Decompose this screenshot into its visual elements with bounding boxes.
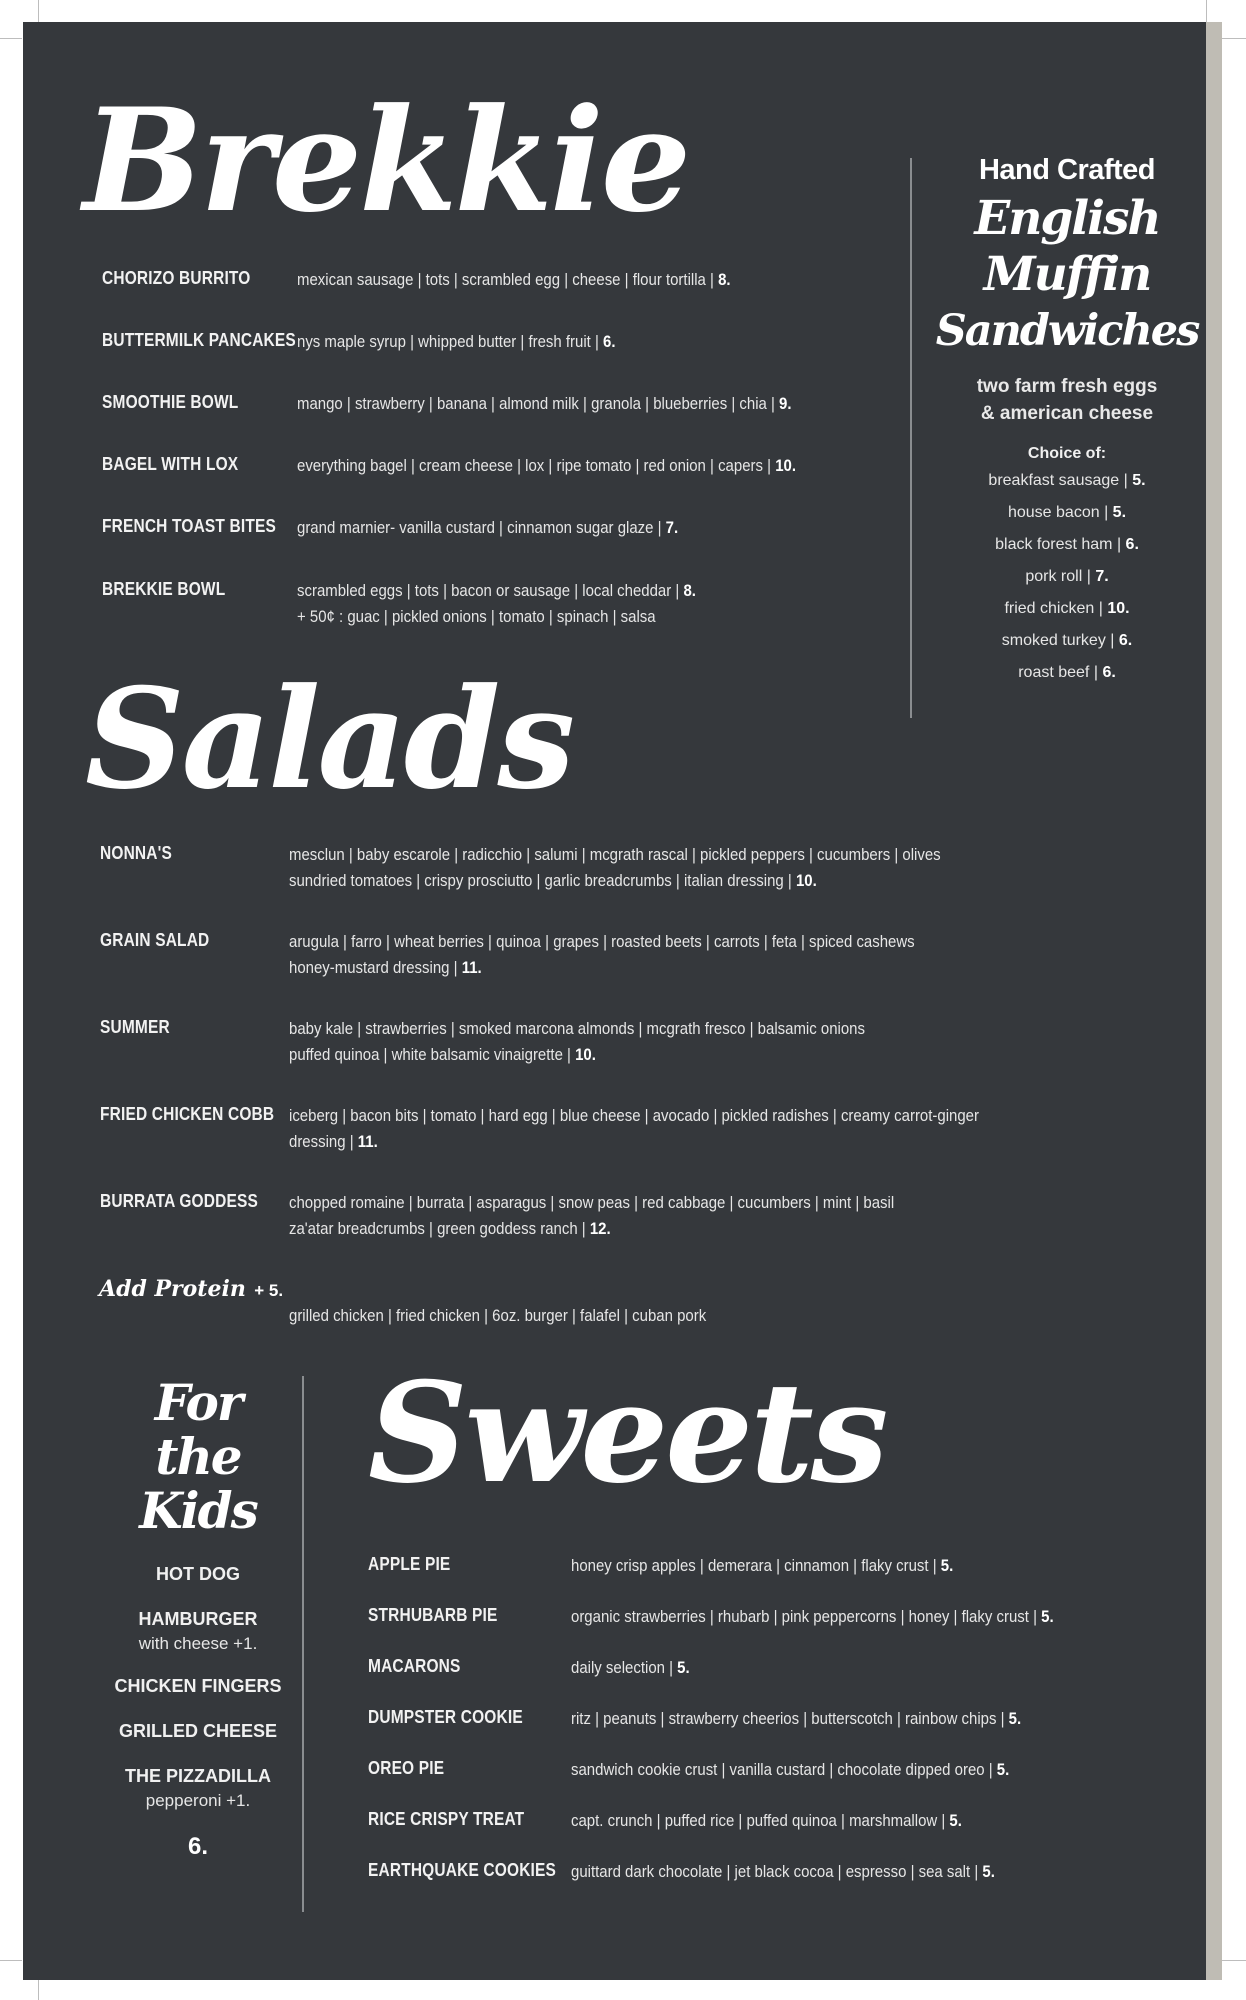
kid-note: with cheese +1. xyxy=(138,1634,258,1653)
crop-mark xyxy=(1222,38,1246,39)
salad-item-desc: arugula | farro | wheat berries | quinoa | grapes | roasted beets | carrots | feta | spiced cashews honey-mustard dressing | 11. xyxy=(289,932,915,977)
kids-script-kids: Kids xyxy=(139,1481,257,1540)
price: 8. xyxy=(718,270,731,289)
sweet-item-desc: ritz | peanuts | strawberry cheerios | butterscotch | rainbow chips | 5. xyxy=(571,1709,1022,1728)
sweet-item-desc: organic strawberries | rhubarb | pink peppercorns | honey | flaky crust | 5. xyxy=(571,1607,1054,1626)
brekkie-item-name: BAGEL WITH LOX xyxy=(102,454,239,474)
brekkie-item-desc: nys maple syrup | whipped butter | fresh fruit | 6. xyxy=(297,332,616,351)
sweet-item-name: MACARONS xyxy=(368,1656,461,1676)
kid-item: HOT DOG xyxy=(156,1564,240,1584)
price: 6. xyxy=(603,332,616,351)
sweet-item-desc: sandwich cookie crust | vanilla custard | chocolate dipped oreo | 5. xyxy=(571,1760,1010,1779)
sandwich-script-sandwiches: Sandwiches xyxy=(935,306,1199,356)
choice-item: fried chicken | 10. xyxy=(1004,600,1130,617)
crop-mark xyxy=(0,38,22,39)
add-protein-price: + 5. xyxy=(254,1281,284,1300)
add-protein-row xyxy=(99,1276,283,1302)
salads-heading: Salads xyxy=(85,657,573,820)
price: 7. xyxy=(665,518,679,537)
brekkie-item-name: BUTTERMILK PANCAKES xyxy=(102,330,296,350)
sweet-item-desc: honey crisp apples | demerara | cinnamon | flaky crust | 5. xyxy=(571,1556,954,1575)
choice-heading: Choice of: xyxy=(1027,445,1107,462)
salad-item-name: GRAIN SALAD xyxy=(100,930,210,950)
salad-item-name: NONNA'S xyxy=(100,843,172,863)
sandwich-script-muffin: Muffin xyxy=(983,247,1151,302)
price: 9. xyxy=(779,394,792,413)
sandwich-hand-crafted: Hand Crafted xyxy=(978,154,1156,186)
kids-divider xyxy=(302,1376,304,1912)
brekkie-item-name: SMOOTHIE BOWL xyxy=(102,392,239,412)
sweet-item-name: DUMPSTER COOKIE xyxy=(368,1707,523,1727)
crop-mark xyxy=(38,0,39,22)
salad-item-desc: iceberg | bacon bits | tomato | hard egg | blue cheese | avocado | pickled radishes | creamy carrot-ginger dressing | 11. xyxy=(289,1106,979,1151)
kids-script-for: For xyxy=(154,1373,242,1432)
brekkie-addons: + 50¢ : guac | pickled onions | tomato | spinach | salsa xyxy=(297,607,656,626)
salad-item-desc: mesclun | baby escarole | radicchio | salumi | mcgrath rascal | pickled peppers | cucumbers | olives sundried tomatoes | crispy prosciutto | garlic breadcrumbs | italian dressing | 10. xyxy=(289,845,941,890)
choice-item: smoked turkey | 6. xyxy=(1001,632,1133,649)
protein-options: grilled chicken | fried chicken | 6oz. burger | falafel | cuban pork xyxy=(289,1306,707,1325)
sandwich-script-english: English xyxy=(974,191,1160,246)
sweet-item-desc: daily selection | 5. xyxy=(571,1658,690,1677)
choice-item: house bacon | 5. xyxy=(1007,504,1127,521)
salad-item-name: BURRATA GODDESS xyxy=(100,1191,258,1211)
sweets-heading: Sweets xyxy=(368,1351,886,1514)
kid-item: THE PIZZADILLA xyxy=(125,1766,271,1786)
brekkie-item-desc: everything bagel | cream cheese | lox | ripe tomato | red onion | capers | 10. xyxy=(297,456,797,475)
sweet-item-name: STRHUBARB PIE xyxy=(368,1605,498,1625)
price: 10. xyxy=(775,456,797,475)
sandwich-divider xyxy=(910,158,912,718)
crop-mark xyxy=(38,1980,39,2000)
choice-item: roast beef | 6. xyxy=(1018,664,1116,681)
crop-mark xyxy=(1222,1960,1246,1961)
page-edge-shadow xyxy=(1206,22,1222,1980)
choice-item: pork roll | 7. xyxy=(1025,568,1109,585)
price: 8. xyxy=(683,581,696,600)
choice-item: black forest ham | 6. xyxy=(995,536,1139,553)
choice-item: breakfast sausage | 5. xyxy=(988,472,1146,489)
add-protein-label: Add Protein xyxy=(99,1276,246,1302)
crop-mark xyxy=(0,1960,22,1961)
sandwich-sub-2: & american cheese xyxy=(980,403,1154,424)
kid-item: CHICKEN FINGERS xyxy=(114,1676,282,1696)
brekkie-item-desc: grand marnier- vanilla custard | cinnamon sugar glaze | 7. xyxy=(297,518,679,537)
brekkie-item-name: CHORIZO BURRITO xyxy=(102,268,251,288)
brekkie-item-desc: mexican sausage | tots | scrambled egg | cheese | flour tortilla | 8. xyxy=(297,270,731,289)
sweet-item-desc: guittard dark chocolate | jet black cocoa | espresso | sea salt | 5. xyxy=(571,1862,995,1881)
kids-list xyxy=(78,1564,318,1861)
salad-item-name: FRIED CHICKEN COBB xyxy=(100,1104,275,1124)
sweet-item-desc: capt. crunch | puffed rice | puffed quinoa | marshmallow | 5. xyxy=(571,1811,962,1830)
brekkie-heading: Brekkie xyxy=(83,78,689,244)
brekkie-item-desc: scrambled eggs | tots | bacon or sausage | local cheddar | 8. + 50¢ : guac | pickled onions | tomato | spinach | salsa xyxy=(297,578,696,630)
kids-price: 6. xyxy=(187,1833,208,1860)
menu-panel xyxy=(23,22,1206,1980)
sandwich-sub-1: two farm fresh eggs xyxy=(976,376,1158,397)
salad-item-desc: baby kale | strawberries | smoked marcona almonds | mcgrath fresco | balsamic onions puffed quinoa | white balsamic vinaigrette | 10. xyxy=(289,1019,865,1064)
kid-note: pepperoni +1. xyxy=(145,1791,251,1810)
kid-item: GRILLED CHEESE xyxy=(118,1721,278,1741)
kids-panel xyxy=(78,1373,318,1861)
brekkie-item-desc: mango | strawberry | banana | almond milk | granola | blueberries | chia | 9. xyxy=(297,394,792,413)
salad-item-name: SUMMER xyxy=(100,1017,170,1037)
crop-mark xyxy=(1206,0,1207,22)
kid-item: HAMBURGER xyxy=(138,1609,258,1629)
sweet-item-name: OREO PIE xyxy=(368,1758,445,1778)
sweet-item-name: EARTHQUAKE COOKIES xyxy=(368,1860,557,1880)
sweet-item-name: APPLE PIE xyxy=(368,1554,451,1574)
brekkie-item-name: FRENCH TOAST BITES xyxy=(102,516,276,536)
sweet-item-name: RICE CRISPY TREAT xyxy=(368,1809,525,1829)
sandwich-panel xyxy=(923,154,1206,689)
brekkie-item-name: BREKKIE BOWL xyxy=(102,579,226,599)
kids-script-the: the xyxy=(155,1427,241,1486)
choice-list xyxy=(923,465,1206,689)
salad-item-desc: chopped romaine | burrata | asparagus | snow peas | red cabbage | cucumbers | mint | basil za'atar breadcrumbs | green goddess ranch | 12. xyxy=(289,1193,895,1238)
